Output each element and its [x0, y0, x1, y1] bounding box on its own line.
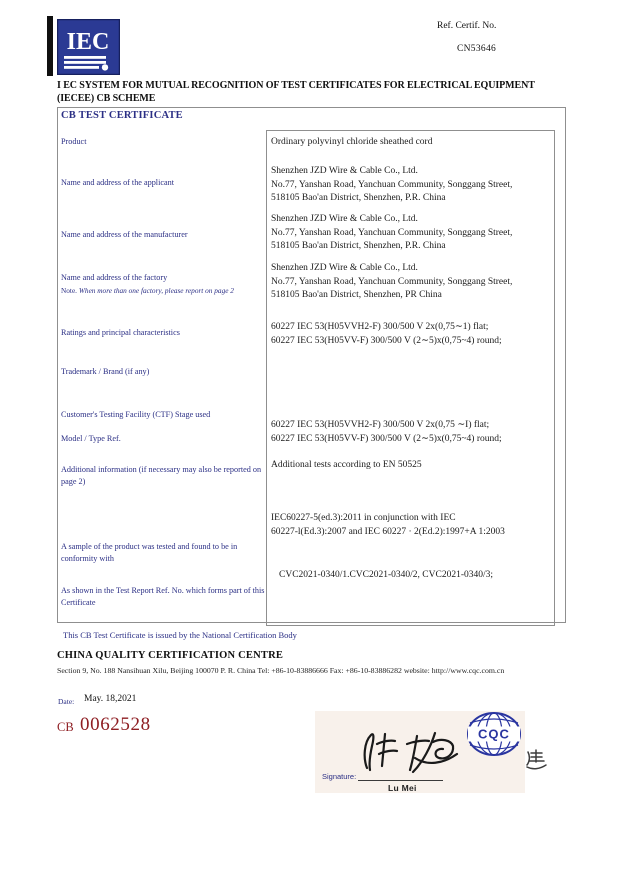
value-line: 518105 Bao'an District, Shenzhen, P.R. China: [271, 241, 446, 251]
value-line: No.77, Yanshan Road, Yanchuan Community, Songgang Street,: [271, 227, 513, 238]
factory-note-prefix: Note.: [61, 286, 78, 295]
value-line: CVC2021-0340/1.CVC2021-0340/2, CVC2021-0340/3;: [279, 570, 494, 580]
value-line: Shenzhen JZD Wire & Cable Co., Ltd.: [271, 263, 418, 273]
value-ratings: [271, 321, 553, 348]
value-line: No.77, Yanshan Road, Yanchuan Community, Songgang Street,: [271, 276, 513, 287]
value-line: Shenzhen JZD Wire & Cable Co., Ltd.: [271, 166, 418, 176]
date-value: May. 18,2021: [84, 694, 137, 704]
date-label: Date:: [58, 697, 75, 706]
handwritten-signature: [355, 728, 470, 776]
value-manufacturer: [271, 213, 553, 254]
signature-line: [358, 780, 443, 781]
value-model-type: [271, 419, 553, 446]
value-additional-info: [271, 459, 553, 473]
label-applicant: Name and address of the applicant: [61, 178, 174, 187]
ref-certif-number: CN53646: [457, 44, 497, 54]
cqc-logo: [466, 711, 522, 757]
value-product: [271, 136, 553, 150]
label-trademark: Trademark / Brand (if any): [61, 367, 150, 376]
iec-logo-dot: [102, 64, 108, 70]
ncb-name: CHINA QUALITY CERTIFICATION CENTRE: [57, 650, 284, 661]
cb-number-prefix: CB: [57, 720, 74, 734]
value-line: 60227 IEC 53(H05VV-F) 300/500 V (2∼5)x(0,75~4) round;: [271, 433, 502, 444]
scheme-title: I EC SYSTEM FOR MUTUAL RECOGNITION OF TEST CERTIFICATES FOR ELECTRICAL EQUIPMENT (IECEE) CB SCHEME: [57, 80, 535, 104]
value-line: 518105 Bao'an District, Shenzhen, PR China: [271, 290, 442, 300]
value-applicant: [271, 165, 553, 206]
iec-logo-line: [64, 66, 99, 69]
label-product: Product: [61, 137, 87, 146]
stamp-character-jian: [525, 748, 547, 770]
value-line: 60227 IEC 53(H05VV-F) 300/500 V (2∼5)x(0,75~4) round;: [271, 335, 502, 346]
value-line: 60227-l(Ed.3):2007 and IEC 60227 · 2(Ed.2):1997+A 1:2003: [271, 526, 505, 537]
value-line: Shenzhen JZD Wire & Cable Co., Ltd.: [271, 214, 418, 224]
value-factory: [271, 262, 553, 303]
value-line: 60227 IEC 53(H05VVH2-F) 300/500 V 2x(0,75 ∼I) flat;: [271, 420, 490, 430]
value-test-report: [279, 569, 561, 583]
value-line: Additional tests according to EN 50525: [271, 460, 422, 470]
label-ratings: Ratings and principal characteristics: [61, 328, 180, 337]
value-line: IEC60227-5(ed.3):2011 in conjunction with IEC: [271, 513, 456, 523]
factory-note-text: When more than one factory, please report on page 2: [78, 286, 234, 295]
value-line: 60227 IEC 53(H05VVH2-F) 300/500 V 2x(0,75∼1) flat;: [271, 322, 489, 332]
value-line: 518105 Bao'an District, Shenzhen, P.R. China: [271, 193, 446, 203]
cb-number: 0062528: [80, 714, 151, 735]
ncb-address: Section 9, No. 188 Nansihuan Xilu, Beijing 100070 P. R. China Tel: +86-10-83886666 Fax: +86-10-83886282 website: http://www.cqc.com.cn: [57, 666, 505, 675]
issued-by-line: This CB Test Certificate is issued by the National Certification Body: [63, 630, 297, 640]
value-line: No.77, Yanshan Road, Yanchuan Community, Songgang Street,: [271, 179, 513, 190]
label-conformity: A sample of the product was tested and found to be in conformity with: [61, 542, 238, 563]
signatory-name: Lu Mei: [388, 783, 417, 793]
value-line: Ordinary polyvinyl chloride sheathed cord: [271, 137, 433, 147]
factory-note: [61, 286, 234, 295]
value-conformity: [271, 512, 553, 539]
label-ctf-stage: Customer's Testing Facility (CTF) Stage used: [61, 410, 211, 419]
ref-certif-label: Ref. Certif. No.: [437, 21, 497, 31]
label-manufacturer: Name and address of the manufacturer: [61, 230, 188, 239]
label-factory: Name and address of the factory: [61, 273, 168, 282]
iec-logo: [57, 19, 120, 75]
label-additional-info: Additional information (if necessary may also be reported on page 2): [61, 465, 262, 486]
signature-label: Signature:: [322, 772, 357, 781]
label-test-report: As shown in the Test Report Ref. No. which forms part of this Certificate: [61, 586, 265, 607]
iec-logo-text: IEC: [66, 29, 110, 55]
certificate-title: CB TEST CERTIFICATE: [61, 110, 183, 121]
iec-logo-line: [64, 61, 106, 64]
label-model-type: Model / Type Ref.: [61, 434, 121, 443]
cqc-logo-text: CQC: [478, 726, 510, 742]
iec-logo-line: [64, 56, 106, 59]
left-black-bar: [47, 16, 53, 76]
